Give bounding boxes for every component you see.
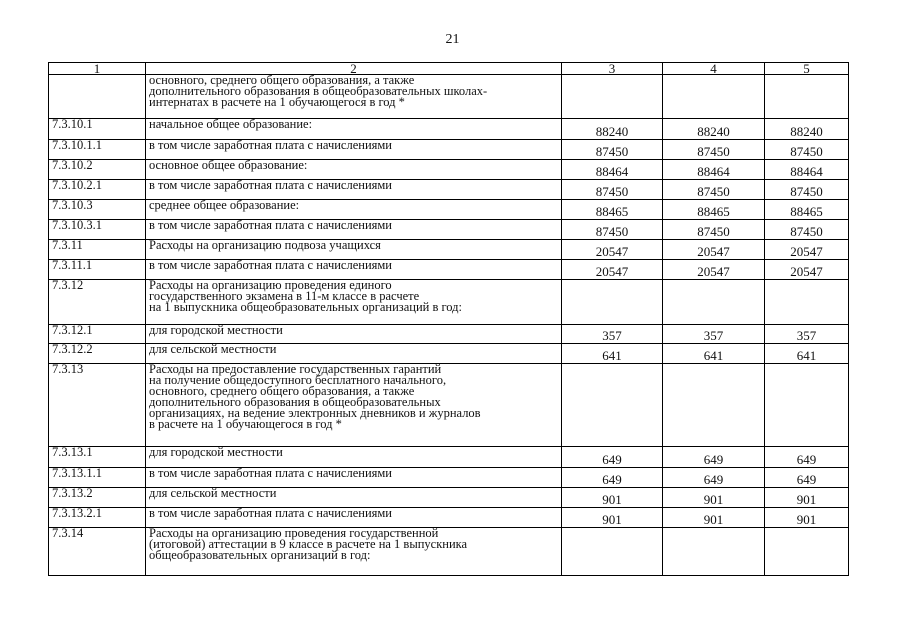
row-code: [49, 75, 146, 119]
row-value-col4: 87450: [663, 220, 765, 240]
row-value-col4: 901: [663, 508, 765, 528]
row-value-col4: 901: [663, 488, 765, 508]
row-value-col3: [562, 528, 663, 576]
row-description: Расходы на организацию подвоза учащихся: [146, 240, 562, 260]
row-value-col3: 649: [562, 447, 663, 468]
row-description: в том числе заработная плата с начислениями: [146, 260, 562, 280]
row-value-col3: [562, 280, 663, 325]
row-description: для городской местности: [146, 447, 562, 468]
row-code: 7.3.10.2.1: [49, 180, 146, 200]
row-value-col3: 641: [562, 344, 663, 364]
row-code: 7.3.10.1.1: [49, 140, 146, 160]
row-value-col5: [765, 280, 849, 325]
page-number: 21: [445, 32, 460, 47]
row-value-col4: [663, 280, 765, 325]
row-value-col3: 20547: [562, 260, 663, 280]
table-header-row: [49, 63, 849, 75]
row-value-col4: [663, 528, 765, 576]
row-value-col3: 87450: [562, 180, 663, 200]
table-row: [49, 364, 849, 447]
row-code: 7.3.13.1.1: [49, 468, 146, 488]
row-code: 7.3.11.1: [49, 260, 146, 280]
table-row: [49, 325, 849, 344]
table-row: [49, 344, 849, 364]
header-col-1: 1: [49, 63, 146, 75]
row-value-col3: 87450: [562, 220, 663, 240]
row-value-col4: 88465: [663, 200, 765, 220]
table-row: [49, 75, 849, 119]
row-value-col4: 20547: [663, 240, 765, 260]
table-row: [49, 220, 849, 240]
row-description: для городской местности: [146, 325, 562, 344]
row-code: 7.3.13.1: [49, 447, 146, 468]
table-row: [49, 180, 849, 200]
row-value-col4: 357: [663, 325, 765, 344]
row-value-col3: 88464: [562, 160, 663, 180]
table-row: [49, 260, 849, 280]
row-description: в том числе заработная плата с начислениями: [146, 220, 562, 240]
row-value-col3: 901: [562, 488, 663, 508]
row-value-col5: 20547: [765, 260, 849, 280]
row-value-col4: 88240: [663, 119, 765, 140]
row-value-col3: 901: [562, 508, 663, 528]
row-value-col3: 20547: [562, 240, 663, 260]
row-value-col4: 88464: [663, 160, 765, 180]
row-description: для сельской местности: [146, 488, 562, 508]
row-code: 7.3.10.3: [49, 200, 146, 220]
header-col-2: 2: [146, 63, 562, 75]
row-description: для сельской местности: [146, 344, 562, 364]
row-code: 7.3.14: [49, 528, 146, 576]
row-value-col4: 649: [663, 468, 765, 488]
row-description: основное общее образование:: [146, 160, 562, 180]
row-code: 7.3.10.2: [49, 160, 146, 180]
row-code: 7.3.10.1: [49, 119, 146, 140]
row-description: основного, среднего общего образования, а также дополнительного образования в общеобразовательных школах- интернатах в расчете на 1 обучающегося в год *: [146, 75, 562, 119]
table-row: [49, 280, 849, 325]
table-row: [49, 240, 849, 260]
row-value-col5: [765, 75, 849, 119]
row-value-col3: 357: [562, 325, 663, 344]
row-value-col5: 649: [765, 468, 849, 488]
row-value-col5: 88465: [765, 200, 849, 220]
row-description: Расходы на предоставление государственных гарантий на получение общедоступного бесплатного начального, основного, среднего общего образования, а также дополнительного образования в общеобразовательных организациях, на ведение электронных дневников и журналов в расчете на 1 обучающегося в год *: [146, 364, 562, 447]
row-value-col3: 87450: [562, 140, 663, 160]
row-description: в том числе заработная плата с начислениями: [146, 508, 562, 528]
row-description: начальное общее образование:: [146, 119, 562, 140]
row-value-col5: 357: [765, 325, 849, 344]
row-description: Расходы на организацию проведения государственной (итоговой) аттестации в 9 классе в расчете на 1 выпускника общеобразовательных организаций в год:: [146, 528, 562, 576]
row-value-col3: [562, 75, 663, 119]
row-code: 7.3.10.3.1: [49, 220, 146, 240]
row-value-col5: [765, 528, 849, 576]
row-code: 7.3.13.2: [49, 488, 146, 508]
table-row: [49, 447, 849, 468]
row-value-col3: 88465: [562, 200, 663, 220]
row-code: 7.3.12: [49, 280, 146, 325]
row-value-col5: 901: [765, 508, 849, 528]
row-value-col4: 20547: [663, 260, 765, 280]
row-code: 7.3.11: [49, 240, 146, 260]
budget-norms-table: [48, 62, 849, 576]
row-code: 7.3.12.1: [49, 325, 146, 344]
row-value-col4: 87450: [663, 180, 765, 200]
row-value-col5: 88240: [765, 119, 849, 140]
row-value-col5: 20547: [765, 240, 849, 260]
header-col-5: 5: [765, 63, 849, 75]
row-value-col3: [562, 364, 663, 447]
row-description: Расходы на организацию проведения единого государственного экзамена в 11-м классе в расчете на 1 выпускника общеобразовательных организаций в год:: [146, 280, 562, 325]
row-description: в том числе заработная плата с начислениями: [146, 180, 562, 200]
row-value-col5: 88464: [765, 160, 849, 180]
table-row: [49, 200, 849, 220]
table-row: [49, 508, 849, 528]
row-description: в том числе заработная плата с начислениями: [146, 140, 562, 160]
row-value-col5: [765, 364, 849, 447]
row-code: 7.3.13: [49, 364, 146, 447]
row-value-col4: [663, 364, 765, 447]
row-value-col3: 88240: [562, 119, 663, 140]
row-value-col5: 641: [765, 344, 849, 364]
row-value-col3: 649: [562, 468, 663, 488]
row-value-col4: 641: [663, 344, 765, 364]
table-row: [49, 528, 849, 576]
row-value-col5: 87450: [765, 220, 849, 240]
row-value-col5: 87450: [765, 140, 849, 160]
table-row: [49, 468, 849, 488]
row-value-col5: 901: [765, 488, 849, 508]
row-description: в том числе заработная плата с начислениями: [146, 468, 562, 488]
table-row: [49, 119, 849, 140]
table-row: [49, 140, 849, 160]
header-col-4: 4: [663, 63, 765, 75]
row-value-col4: 87450: [663, 140, 765, 160]
table-row: [49, 488, 849, 508]
row-value-col5: 87450: [765, 180, 849, 200]
header-col-3: 3: [562, 63, 663, 75]
row-description: среднее общее образование:: [146, 200, 562, 220]
row-code: 7.3.13.2.1: [49, 508, 146, 528]
table-row: [49, 160, 849, 180]
row-value-col4: 649: [663, 447, 765, 468]
row-code: 7.3.12.2: [49, 344, 146, 364]
row-value-col5: 649: [765, 447, 849, 468]
row-value-col4: [663, 75, 765, 119]
